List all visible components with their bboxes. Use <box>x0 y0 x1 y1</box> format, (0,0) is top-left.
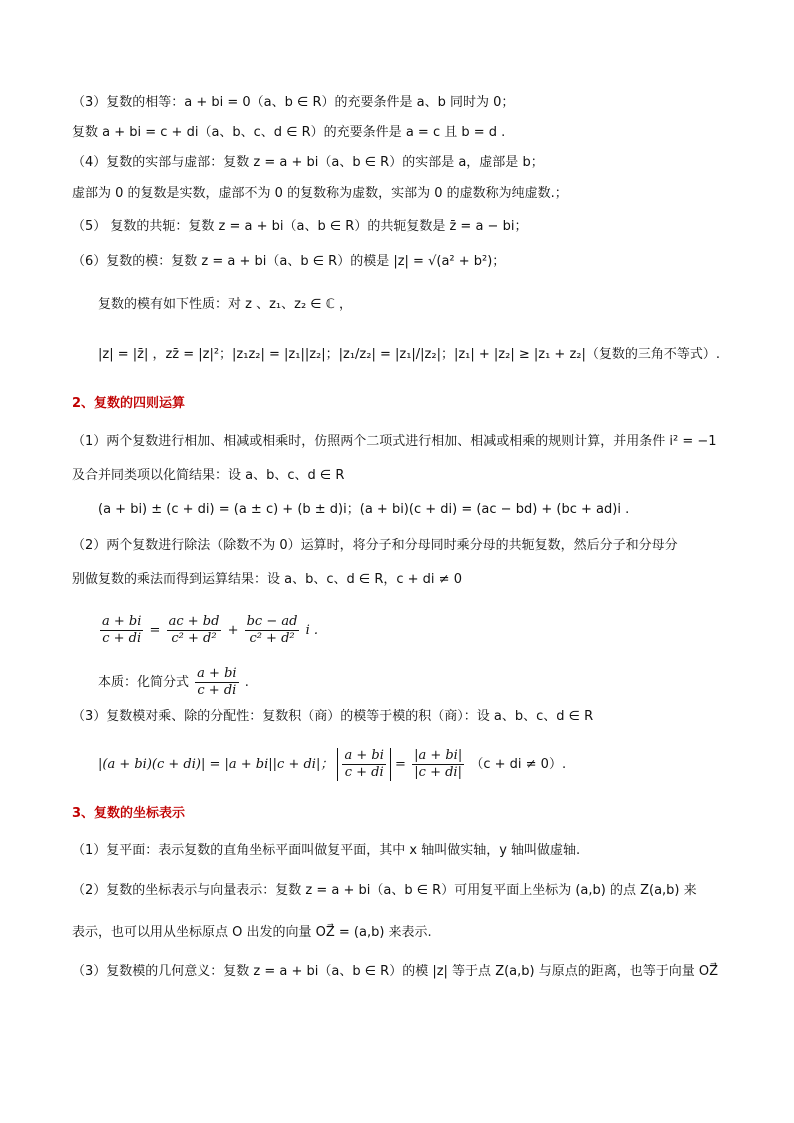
section-heading-arithmetic: 2、复数的四则运算 <box>72 396 186 411</box>
text-line-division-setup: 别做复数的乘法而得到运算结果：设 a、b、c、d ∈ R，c + di ≠ 0 <box>72 572 462 587</box>
formula-modulus: |(a + bi)(c + di)| = |a + bi||c + di|； $\frac{a + bi}{c + di}$ = $\frac{|a + bi|}{|c + di|}$ （c + di ≠ 0）. <box>98 748 567 780</box>
text-line-add-multiply-rule: （1）两个复数进行相加、相减或相乘时，仿照两个二项式进行相加、相减或相乘的规则计算，并用条件 i² = −1 <box>72 434 717 449</box>
fraction-term2: $\frac{bc - ad}{\text{c² + d²}}$ <box>246 614 298 646</box>
text-line-conjugate: （5） 复数的共轭：复数 z = a + bi（a、b ∈ R）的共轭复数是 z̄ = a − bi； <box>72 219 528 234</box>
text-line-modulus-distributive: （3）复数模对乘、除的分配性：复数积（商）的模等于模的积（商）：设 a、b、c、d ∈ R <box>72 709 594 724</box>
text-line-equality-zero: （3）复数的相等：a + bi = 0（a、b ∈ R）的充要条件是 a、b 同时为 0； <box>72 95 515 110</box>
text-line-geometric-meaning: （3）复数模的几何意义：复数 z = a + bi（a、b ∈ R）的模 |z| 等于点 Z(a,b) 与原点的距离，也等于向量 OZ⃗ <box>72 964 718 979</box>
text-line-coordinate-representation: （2）复数的坐标表示与向量表示：复数 z = a + bi（a、b ∈ R）可用复平面上坐标为 (a,b) 的点 Z(a,b) 来 <box>72 883 697 898</box>
text-line-essence: 本质：化简分式 $\frac{a + bi}{c + di}$ . <box>98 666 249 698</box>
text-line-vector-representation: 表示，也可以用从坐标原点 O 出发的向量 OZ⃗ = (a,b) 来表示. <box>72 925 432 940</box>
section-heading-coordinates: 3、复数的坐标表示 <box>72 806 186 821</box>
fraction-rhs: $\frac{|a + bi|}{|c + di|}$ <box>414 748 463 780</box>
formula-division: $\frac{a + bi}{c + di}$ = $\frac{ac + bd}{\text{c² + d²}}$ + $\frac{bc - ad}{\text{c² + d²}}$ i . <box>102 614 319 646</box>
text-line-division-rule: （2）两个复数进行除法（除数不为 0）运算时，将分子和分母同时乘分母的共轭复数，然后分子和分母分 <box>72 538 678 553</box>
text-line-complex-plane: （1）复平面：表示复数的直角坐标平面叫做复平面，其中 x 轴叫做实轴，y 轴叫做虚轴. <box>72 843 581 858</box>
text-line-real-imag-parts: （4）复数的实部与虚部：复数 z = a + bi（a、b ∈ R）的实部是 a，虚部是 b； <box>72 155 544 170</box>
abs-fraction-lhs: $\frac{a + bi}{c + di}$ <box>337 748 390 781</box>
text-line-modulus-properties-intro: 复数的模有如下性质：对 z 、z₁、z₂ ∈ ℂ ， <box>98 297 352 312</box>
formula-add-multiply: (a + bi) ± (c + di) = (a ± c) + (b ± d)i；(a + bi)(c + di) = (ac − bd) + (bc + ad)i . <box>98 502 630 517</box>
text-line-modulus: （6）复数的模：复数 z = a + bi（a、b ∈ R）的模是 |z| = √(a² + b²)； <box>72 254 506 269</box>
text-line-pure-imaginary: 虚部为 0 的复数是实数，虚部不为 0 的复数称为虚数，实部为 0 的虚数称为纯虚数.； <box>72 186 568 201</box>
text-line-equality-general: 复数 a + bi = c + di（a、b、c、d ∈ R）的充要条件是 a = c 且 b = d . <box>72 125 506 140</box>
text-line-modulus-properties: |z| = |z̄| ，zz̄ = |z|²；|z₁z₂| = |z₁||z₂|；|z₁/z₂| = |z₁|/|z₂|；|z₁| + |z₂| ≥ |z₁ + z₂|（复数的三角不等式）. <box>98 347 720 362</box>
text-line-simplify: 及合并同类项以化简结果：设 a、b、c、d ∈ R <box>72 468 345 483</box>
fraction-term1: $\frac{ac + bd}{\text{c² + d²}}$ <box>168 614 220 646</box>
fraction-essence: $\frac{a + bi}{c + di}$ <box>197 666 237 698</box>
fraction-lhs: $\frac{a + bi}{c + di}$ <box>102 614 142 646</box>
